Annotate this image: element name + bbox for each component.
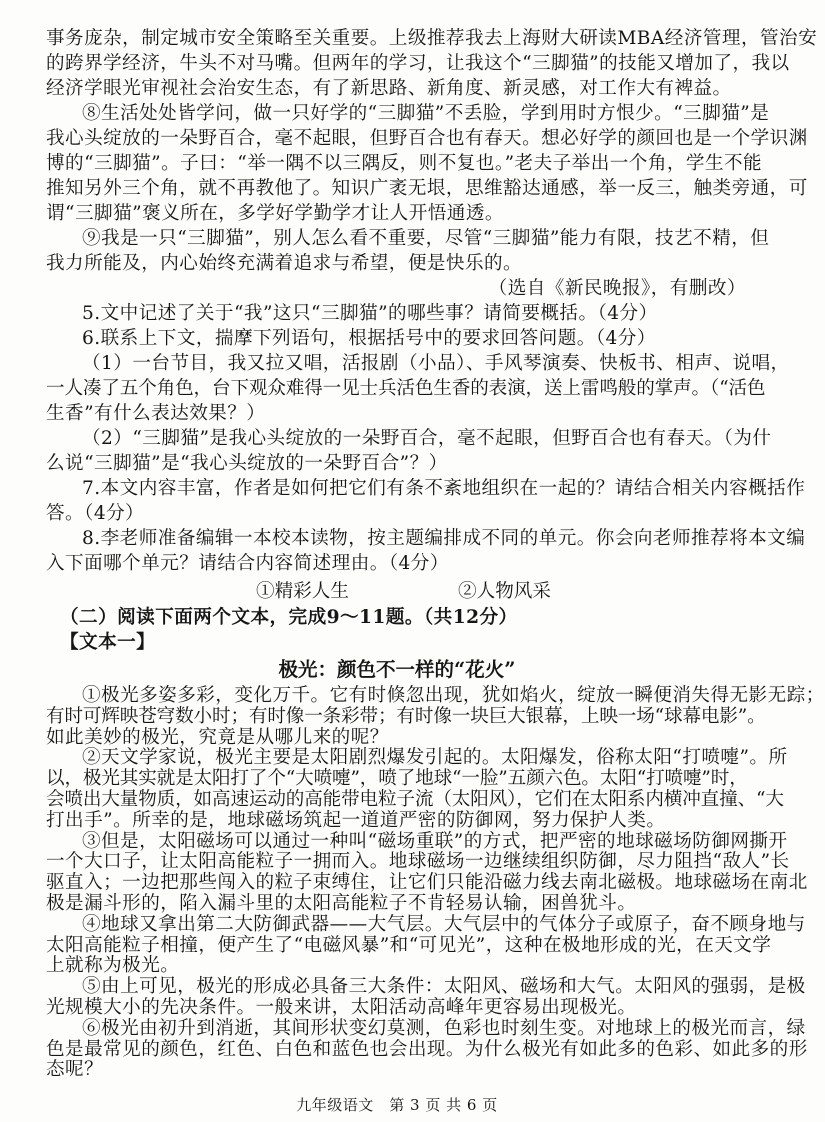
text-line: 驱直入；一边把那些闯入的粒子束缚住，让它们只能沿磁力线去南北磁极。地球磁场在南北 bbox=[46, 872, 808, 894]
text-line: ①极光多姿多彩，变化万千。它有时倏忽出现，犹如焰火，绽放一瞬便消失得无影无踪； bbox=[82, 685, 825, 706]
text-line: 推知另外三个角，就不再教他了。知识广袤无垠，思维豁达通感，举一反三，触类旁通，可 bbox=[46, 178, 808, 199]
text-line: 答。（4分） bbox=[46, 503, 145, 524]
question-7: 7.本文内容丰富，作者是如何把它们有条不紊地组织在一起的？请结合相关内容概括作 bbox=[82, 478, 806, 499]
text-line: 上就称为极光。 bbox=[46, 955, 180, 977]
text-line: 生香”有什么表达效果？） bbox=[46, 403, 266, 424]
text-line: 有时可辉映苍穹数小时；有时像一条彩带；有时像一块巨大银幕，上映一场“球幕电影”。 bbox=[46, 705, 766, 727]
text-line: ②天文学家说，极光主要是太阳剧烈爆发引起的。太阳爆发，俗称太阳“打喷嚏”。所 bbox=[82, 747, 788, 769]
section-heading: （二）阅读下面两个文本，完成9～11题。（共12分） bbox=[60, 607, 518, 628]
question-6: 6.联系上下文，揣摩下列语句，根据括号中的要求回答问题。（4分） bbox=[82, 328, 656, 349]
text-line: 会喷出大量物质，如高速运动的高能带电粒子流（太阳风），它们在太阳系内横冲直撞、“大 bbox=[46, 789, 784, 810]
choice-option: ②人物风采 bbox=[458, 581, 551, 602]
text-line: ④地球又拿出第二大防御武器——大气层。大气层中的气体分子或原子，奋不顾身地与 bbox=[82, 913, 806, 935]
page-footer: 九年级语文 第 3 页 共 6 页 bbox=[296, 1096, 498, 1114]
text-line: （1）一台节目，我又拉又唱，活报剧（小品）、手风琴演奏、快板书、相声、说唱， bbox=[82, 353, 790, 374]
question-8: 8.李老师准备编辑一本校本读物，按主题编排成不同的单元。你会向老师推荐将本文编 bbox=[82, 528, 806, 549]
text-line: （2）“三脚猫”是我心头绽放的一朵野百合，毫不起眼，但野百合也有春天。（为什 bbox=[82, 428, 772, 449]
text-line: 谓“三脚猫”褒义所在，多学好学勤学才让人开悟通透。 bbox=[46, 203, 504, 224]
text-line: 色是最常见的颜色，红色、白色和蓝色也会出现。为什么极光有如此多的色彩、如此多的形 bbox=[46, 1038, 808, 1060]
text-line: 一个大口子，让太阳高能粒子一拥而入。地球磁场一边继续组织防御，尽力阻挡“敌人”长 bbox=[46, 851, 790, 873]
text-line: ⑥极光由初升到消逝，其间形状变幻莫测，色彩也时刻生变。对地球上的极光而言，绿 bbox=[82, 1017, 806, 1039]
text-line: 的跨界学经济，牛头不对马嘴。但两年的学习，让我这个“三脚猫”的技能又增加了，我以 bbox=[46, 53, 790, 74]
text-line: 经济学眼光审视社会治安生态，有了新思路、新角度、新灵感，对工作大有裨益。 bbox=[46, 78, 732, 99]
text-line: 打出手”。所幸的是，地球磁场筑起一道道严密的防御网，努力保护人类。 bbox=[46, 809, 666, 831]
text-line: 么说“三脚猫”是“我心头绽放的一朵野百合”？） bbox=[46, 453, 448, 474]
text-line: 博的“三脚猫”。子曰：“举一隅不以三隅反，则不复也。”老夫子举出一个角，学生不能 bbox=[46, 153, 763, 174]
text-line: 我心头绽放的一朵野百合，毫不起眼，但野百合也有春天。想必好学的颜回也是一个学识渊 bbox=[46, 128, 808, 149]
text-line: 光规模大小的先决条件。一般来讲，太阳活动高峰年更容易出现极光。 bbox=[46, 997, 637, 1018]
question-5: 5.文中记述了关于“我”这只“三脚猫”的哪些事？请简要概括。（4分） bbox=[82, 303, 658, 324]
source-note: （选自《新民晚报》，有删改） bbox=[488, 278, 746, 299]
text-line: ③但是，太阳磁场可以通过一种叫“磁场重联”的方式，把严密的地球磁场防御网撕开 bbox=[82, 830, 788, 852]
text-line: 一人凑了五个角色，台下观众难得一见士兵活色生香的表演，送上雷鸣般的掌声。（“活色 bbox=[46, 378, 766, 399]
text-line: ⑤由上可见，极光的形成必具备三大条件：太阳风、磁场和大气。太阳风的强弱，是极 bbox=[82, 976, 806, 998]
text-line: 太阳高能粒子相撞，便产生了“电磁风暴”和“可见光”，这种在极地形成的光，在天文学 bbox=[46, 934, 772, 956]
text-line: 如此美妙的极光，究竟是从哪儿来的呢？ bbox=[46, 726, 389, 748]
text-line: 极是漏斗形的，陷入漏斗里的太阳高能粒子不肯轻易认输，困兽犹斗。 bbox=[46, 893, 637, 914]
text-line: 入下面哪个单元？请结合内容简述理由。（4分） bbox=[46, 553, 449, 574]
article-title: 极光：颜色不一样的“花火” bbox=[278, 658, 516, 681]
text-line: 态呢？ bbox=[46, 1059, 104, 1081]
text-line: ⑨我是一只“三脚猫”，别人怎么看不重要，尽管“三脚猫”能力有限，技艺不精，但 bbox=[82, 228, 770, 249]
choice-option: ①精彩人生 bbox=[256, 581, 349, 602]
text-label: 【文本一】 bbox=[60, 632, 156, 653]
text-line: 事务庞杂，制定城市安全策略至关重要。上级推荐我去上海财大研读MBA经济管理，管治安 bbox=[46, 28, 818, 49]
text-line: 以，极光其实就是太阳打了个“大喷嚏”，喷了地球“一脸”五颜六色。太阳“打喷嚏”时， bbox=[46, 768, 748, 790]
text-line: ⑧生活处处皆学问，做一只好学的“三脚猫”不丢脸，学到用时方恨少。“三脚猫”是 bbox=[82, 103, 770, 124]
text-line: 我力所能及，内心始终充满着追求与希望，便是快乐的。 bbox=[46, 253, 523, 274]
